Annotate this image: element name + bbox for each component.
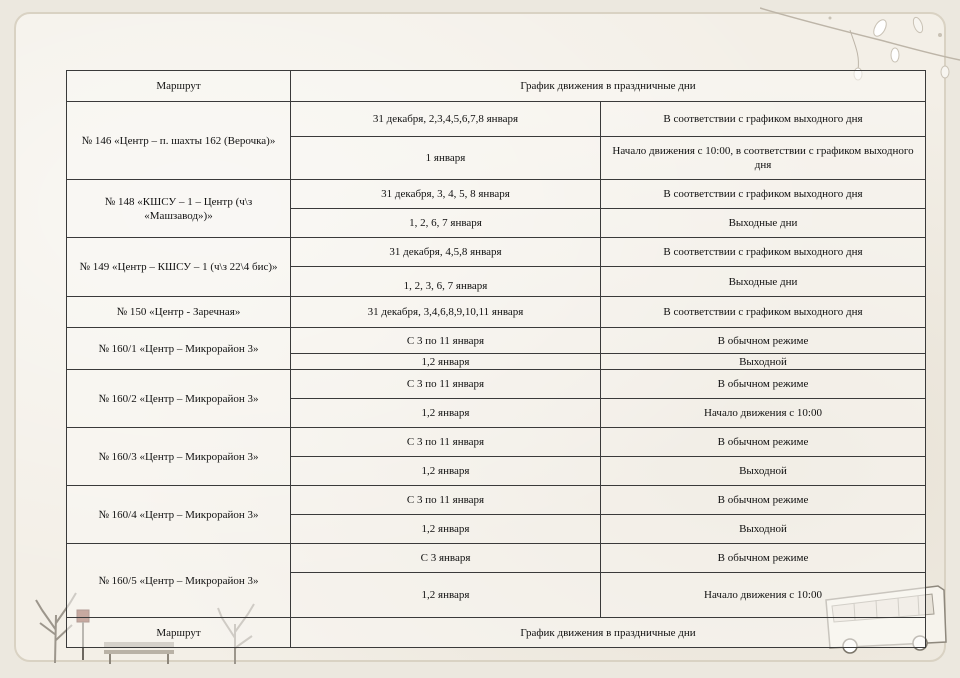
dates-cell: С 3 по 11 января — [291, 486, 601, 515]
status-cell: Начало движения с 10:00 — [601, 573, 926, 618]
route-name: № 160/3 «Центр – Микрорайон 3» — [67, 428, 291, 486]
route-name: № 160/2 «Центр – Микрорайон 3» — [67, 370, 291, 428]
route-name: № 160/4 «Центр – Микрорайон 3» — [67, 486, 291, 544]
status-cell: Выходные дни — [601, 209, 926, 238]
status-cell: Начало движения с 10:00 — [601, 399, 926, 428]
dates-cell: 1,2 января — [291, 457, 601, 486]
status-cell: Выходной — [601, 515, 926, 544]
dates-cell: 1,2 января — [291, 354, 601, 370]
table-row — [67, 486, 926, 515]
status-cell: В соответствии с графиком выходного дня — [601, 238, 926, 267]
status-cell: В соответствии с графиком выходного дня — [601, 102, 926, 137]
status-cell: В обычном режиме — [601, 428, 926, 457]
status-cell: Начало движения с 10:00, в соответствии с графиком выходного дня — [601, 137, 926, 180]
status-cell: В обычном режиме — [601, 370, 926, 399]
table-row — [67, 428, 926, 457]
dates-cell: 1,2 января — [291, 399, 601, 428]
route-name: № 160/5 «Центр – Микрорайон 3» — [67, 544, 291, 618]
status-cell: Выходной — [601, 457, 926, 486]
header-route: Маршрут — [67, 71, 291, 102]
dates-cell: С 3 по 11 января — [291, 370, 601, 399]
dates-cell: 31 декабря, 3, 4, 5, 8 января — [291, 180, 601, 209]
status-cell: В обычном режиме — [601, 544, 926, 573]
table-row — [67, 297, 926, 328]
table-row — [67, 370, 926, 399]
table-row — [67, 102, 926, 137]
table-row — [67, 328, 926, 354]
dates-cell: С 3 по 11 января — [291, 328, 601, 354]
table-header-row — [67, 71, 926, 102]
footer-schedule: График движения в праздничные дни — [291, 618, 926, 648]
dates-cell: 1, 2, 6, 7 января — [291, 209, 601, 238]
dates-cell: 1,2 января — [291, 515, 601, 544]
dates-cell: 31 декабря, 2,3,4,5,6,7,8 января — [291, 102, 601, 137]
header-schedule: График движения в праздничные дни — [291, 71, 926, 102]
status-cell: В соответствии с графиком выходного дня — [601, 180, 926, 209]
route-name: № 146 «Центр – п. шахты 162 (Верочка)» — [67, 102, 291, 180]
dates-cell: 1 января — [291, 137, 601, 180]
route-name: № 150 «Центр - Заречная» — [67, 297, 291, 328]
footer-route: Маршрут — [67, 618, 291, 648]
table-row — [67, 238, 926, 267]
status-cell: Выходной — [601, 354, 926, 370]
dates-cell: 1,2 января — [291, 573, 601, 618]
dates-cell: 1, 2, 3, 6, 7 января — [291, 267, 601, 297]
table-row — [67, 180, 926, 209]
route-name: № 149 «Центр – КШСУ – 1 (ч\з 22\4 бис)» — [67, 238, 291, 297]
status-cell: В обычном режиме — [601, 486, 926, 515]
status-cell: В обычном режиме — [601, 328, 926, 354]
status-cell: Выходные дни — [601, 267, 926, 297]
dates-cell: 31 декабря, 4,5,8 января — [291, 238, 601, 267]
route-name: № 148 «КШСУ – 1 – Центр (ч\з «Машзавод»)» — [67, 180, 291, 238]
dates-cell: С 3 по 11 января — [291, 428, 601, 457]
holiday-schedule-table — [66, 70, 926, 648]
route-name: № 160/1 «Центр – Микрорайон 3» — [67, 328, 291, 370]
dates-cell: 31 декабря, 3,4,6,8,9,10,11 января — [291, 297, 601, 328]
table-row — [67, 544, 926, 573]
table-footer-row — [67, 618, 926, 648]
dates-cell: С 3 января — [291, 544, 601, 573]
status-cell: В соответствии с графиком выходного дня — [601, 297, 926, 328]
